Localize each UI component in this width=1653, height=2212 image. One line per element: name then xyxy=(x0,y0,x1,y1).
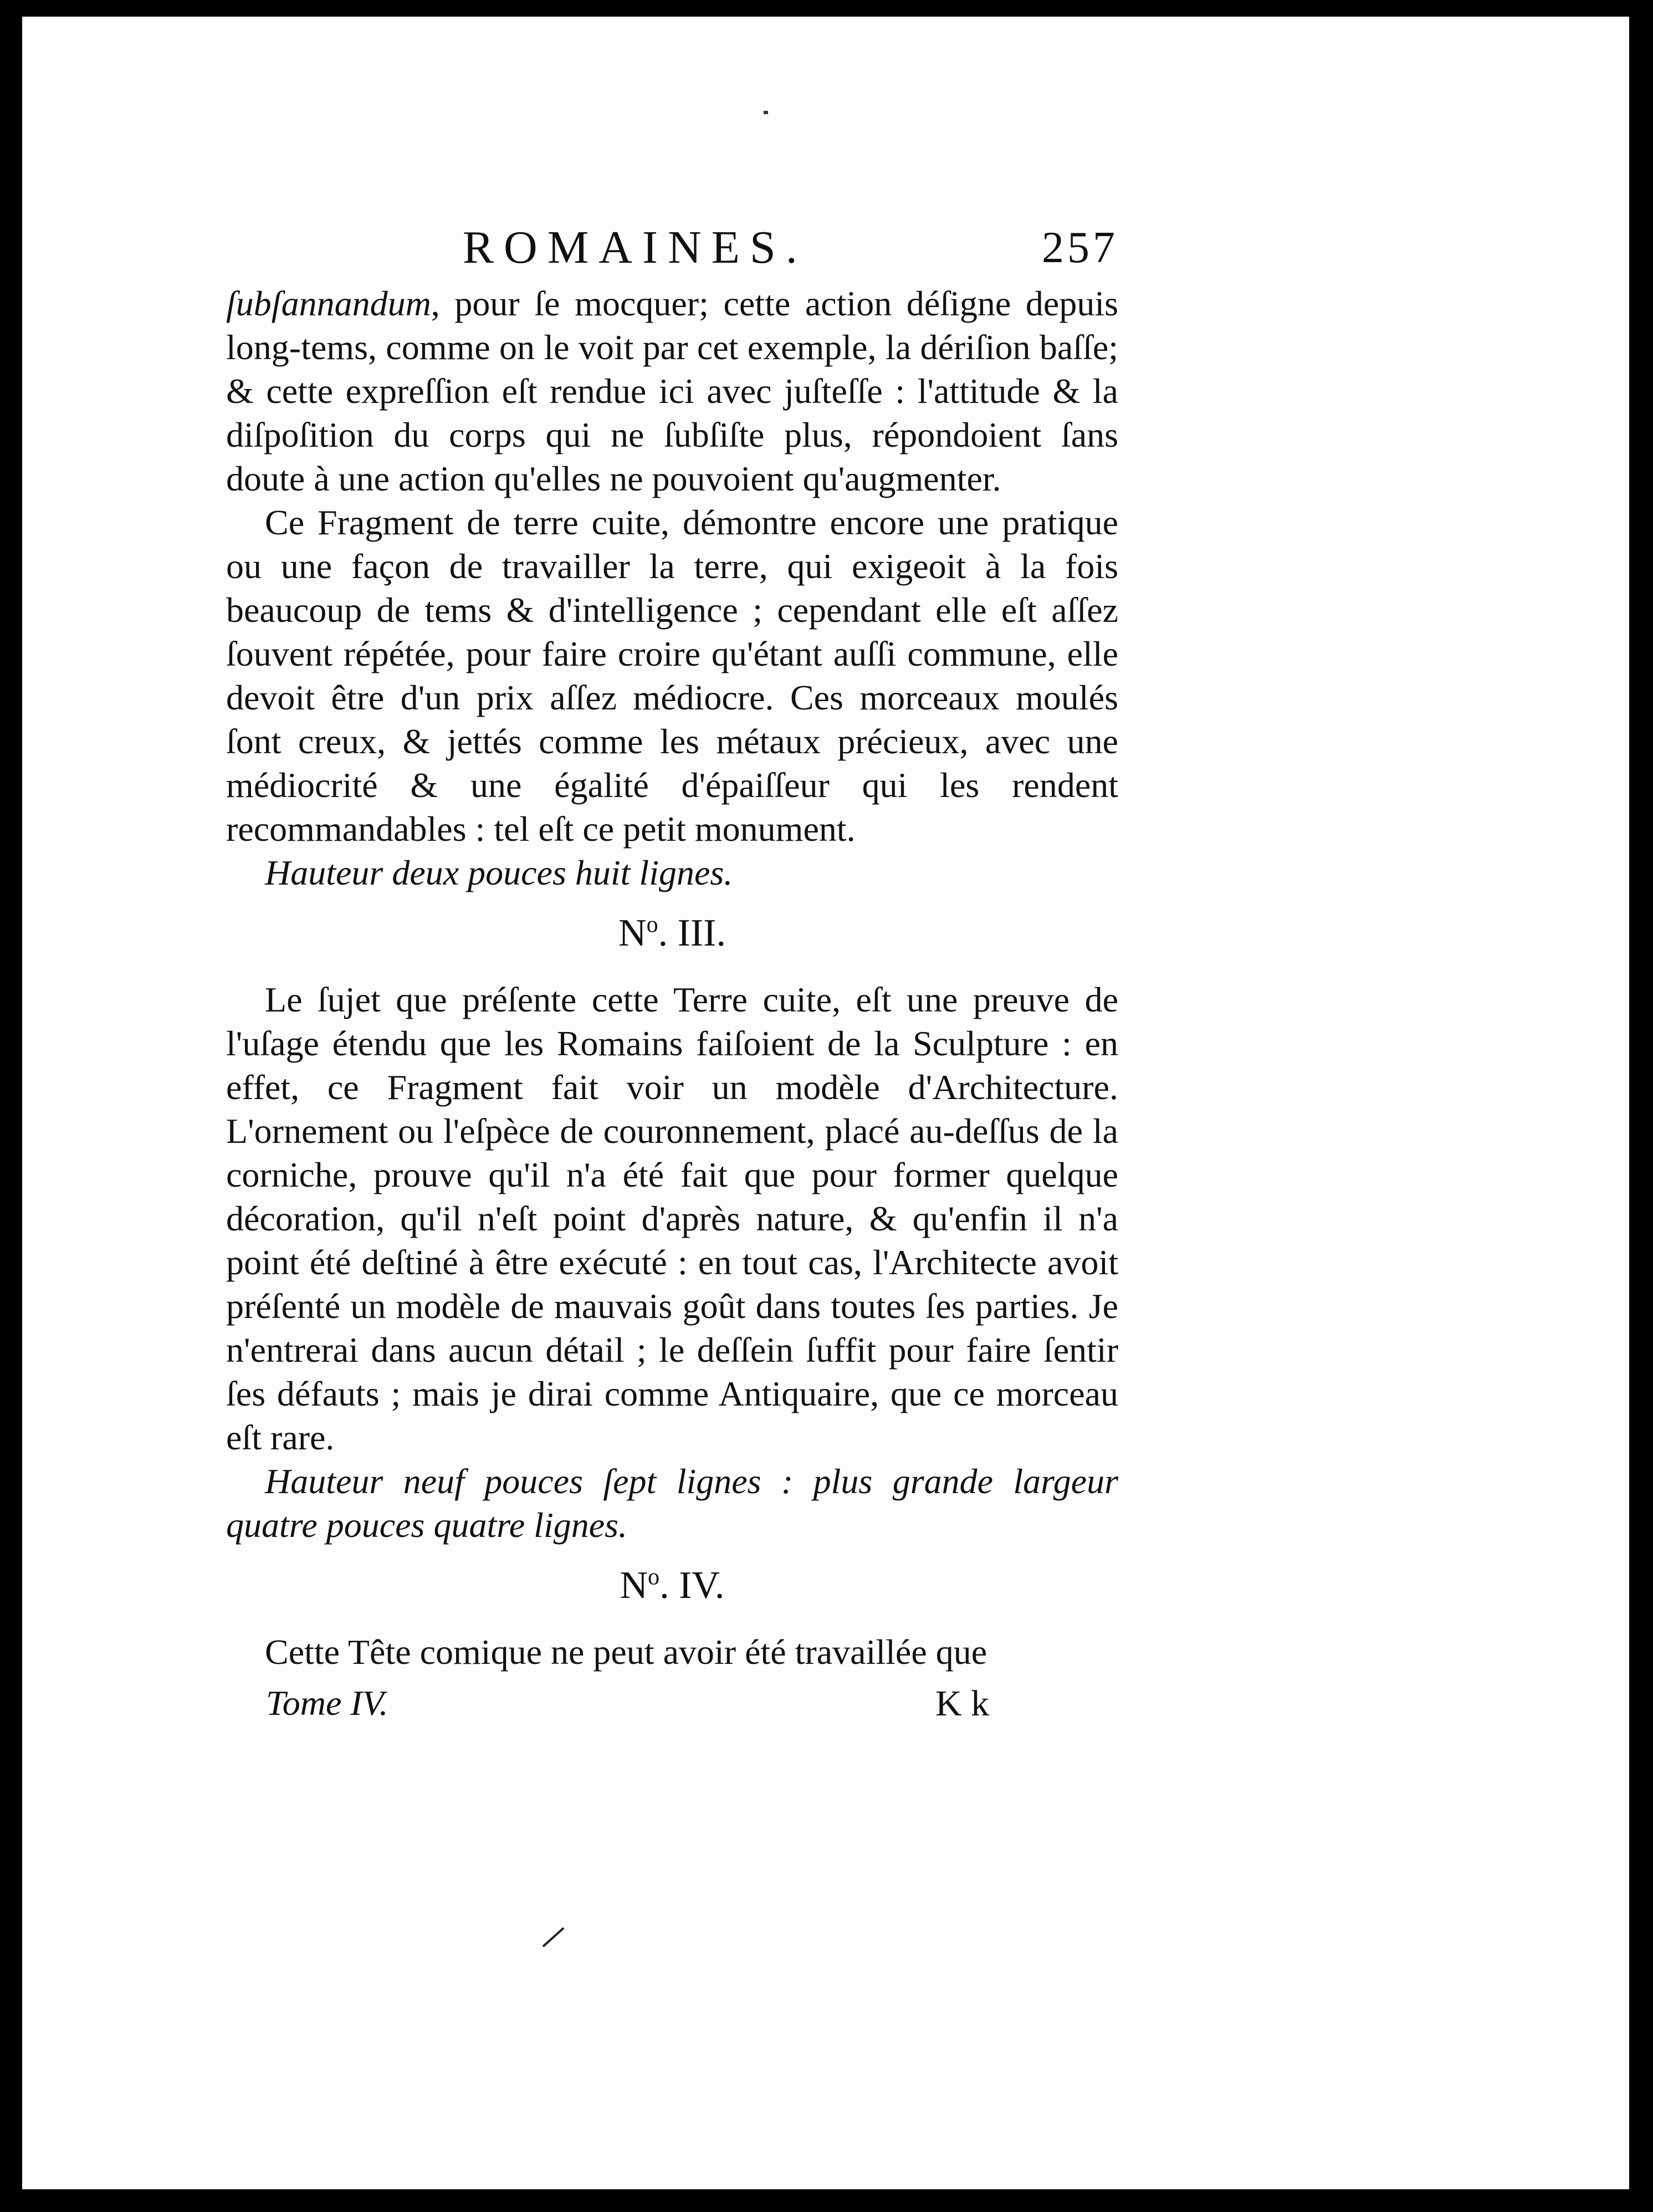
section-3-sup: o xyxy=(646,912,658,938)
book-page xyxy=(22,17,1629,2189)
section-heading-3 xyxy=(226,911,1118,956)
paragraph-1-italic-lead: ſubſannandum xyxy=(226,284,431,323)
section-3-label: . III. xyxy=(658,912,726,954)
paragraph-4: Cette Tête comique ne peut avoir été travaillée que xyxy=(265,1632,987,1672)
paragraph-1-text: , pour ſe mocquer; cette action déſigne depuis long-tems, comme on le voit par cet exemple, la dériſion baſſe; & cette expreſſion eſt rendue ici avec juſteſſe : l'attitude & la diſpoſition du corps qui ne ſubſiſte plus, répondoient ſans doute à une action qu'elles ne pouvoient qu'augmenter. xyxy=(226,284,1118,498)
volume-label: Tome IV. xyxy=(266,1683,388,1723)
caption-1: Hauteur deux pouces huit lignes. xyxy=(265,853,733,892)
paragraph-2: Ce Fragment de terre cuite, démontre encore une pratique ou une façon de travailler la terre, qui exigeoit à la fois beaucoup de tems & d'intelligence ; cependant elle eſt aſſez ſouvent répétée, pour faire croire qu'étant auſſi commune, elle devoit être d'un prix aſſez médiocre. Ces morceaux moulés ſont creux, & jettés comme les métaux précieux, avec une médiocrité & une égalité d'épaiſſeur qui les rendent recommandables : tel eſt ce petit monument. xyxy=(226,503,1118,849)
page-footer xyxy=(22,1683,1629,1733)
section-4-sup: o xyxy=(648,1564,660,1590)
page-number: 257 xyxy=(1042,223,1118,272)
section-4-label: . IV. xyxy=(659,1564,725,1607)
paragraph-1 xyxy=(226,282,1118,500)
body-text xyxy=(226,282,1118,1674)
section-3-prefix: N xyxy=(618,912,647,954)
section-4-prefix: N xyxy=(620,1564,648,1607)
ink-dot xyxy=(764,111,768,114)
stray-pen-mark xyxy=(543,1927,565,1947)
running-head: ROMAINES. xyxy=(463,222,807,273)
signature-mark: K k xyxy=(935,1683,990,1724)
section-heading-4 xyxy=(226,1564,1118,1608)
paragraph-3: Le ſujet que préſente cette Terre cuite, eſt une preuve de l'uſage étendu que les Romains faiſoient de la Sculpture : en effet, ce Fragment fait voir un modèle d'Architecture. L'ornement ou l'eſpèce de couronnement, placé au-deſſus de la corniche, prouve qu'il n'a été fait que pour former quelque décoration, qu'il n'eſt point d'après nature, & qu'enfin il n'a point été deſtiné à être exécuté : en tout cas, l'Architecte avoit préſenté un modèle de mauvais goût dans toutes ſes parties. Je n'entrerai dans aucun détail ; le deſſein ſuffit pour faire ſentir ſes défauts ; mais je dirai comme Antiquaire, que ce morceau eſt rare. xyxy=(226,980,1118,1457)
page-header xyxy=(22,221,1629,287)
caption-2: Hauteur neuf pouces ſept lignes : plus grande largeur quatre pouces quatre lignes. xyxy=(226,1462,1118,1545)
